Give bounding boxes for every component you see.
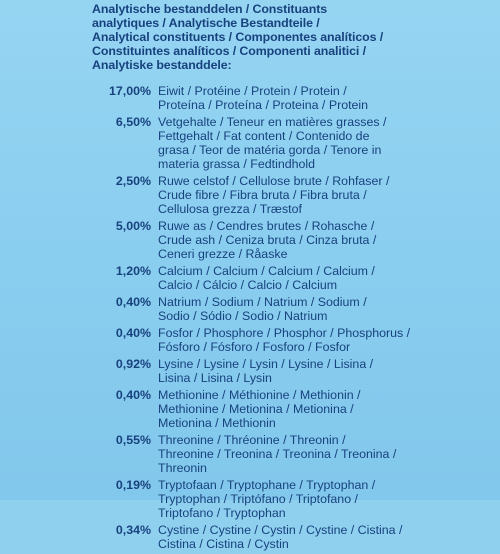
constituent-name-line: Threonin [158, 461, 207, 475]
constituent-name-line: Threonine / Thréonine / Threonin / [158, 433, 346, 447]
constituent-names [158, 433, 496, 475]
constituent-name-line: Fosfor / Phosphore / Phosphor / Phosphorus / [158, 326, 411, 340]
heading-line: Analytical constituents / Componentes analíticos / [92, 30, 384, 44]
constituent-names [158, 523, 496, 551]
constituent-name-line: Ceneri grezze / Råaske [158, 247, 288, 261]
constituent-names [158, 115, 496, 171]
constituent-names [158, 357, 496, 385]
heading-line: Analytiske bestanddele: [92, 58, 232, 72]
constituent-row-phosphorus [0, 326, 500, 354]
constituent-names [158, 264, 496, 292]
constituent-names [158, 84, 496, 112]
constituent-row-threonine [0, 433, 500, 475]
constituent-percent: 2,50% [115, 174, 151, 188]
constituent-name-line: Cistina / Cistina / Cystin [158, 537, 289, 551]
constituent-row-sodium [0, 295, 500, 323]
constituent-name-line: Tryptofaan / Tryptophane / Tryptophan / [158, 478, 376, 492]
constituent-name-line: Calcio / Cálcio / Calcio / Calcium [158, 278, 338, 292]
constituent-names [158, 388, 496, 430]
constituent-percent: 1,20% [115, 264, 151, 278]
constituent-percent: 0,40% [115, 388, 151, 402]
constituent-name-line: Lisina / Lisina / Lysin [158, 371, 272, 385]
heading-line: analytiques / Analytische Bestandteile / [92, 16, 320, 30]
constituent-name-line: Ruwe as / Cendres brutes / Rohasche / [158, 219, 375, 233]
constituent-name-line: Fettgehalt / Fat content / Contenido de [158, 129, 370, 143]
constituent-name-line: Methionine / Metionina / Metionina / [158, 402, 354, 416]
constituent-name-line: Ruwe celstof / Cellulose brute / Rohfaser / [158, 174, 390, 188]
constituent-row-lysine [0, 357, 500, 385]
constituent-name-line: Metionina / Methionin [158, 416, 276, 430]
constituent-percent: 0,40% [115, 326, 151, 340]
constituent-name-line: Triptofano / Tryptophan [158, 506, 286, 520]
constituent-row-tryptophan [0, 478, 500, 520]
constituent-percent: 0,40% [115, 295, 151, 309]
constituent-name-line: Natrium / Sodium / Natrium / Sodium / [158, 295, 367, 309]
constituent-row-methionine [0, 388, 500, 430]
constituent-name-line: Proteína / Proteína / Proteina / Protein [158, 98, 369, 112]
constituent-names [158, 295, 496, 323]
constituent-names [158, 326, 496, 354]
heading-line: Analytische bestanddelen / Constituants [92, 2, 328, 16]
constituent-names [158, 478, 496, 520]
constituent-percent: 17,00% [108, 84, 151, 98]
constituent-names [158, 219, 496, 261]
constituent-name-line: grasa / Teor de matéria gorda / Tenore in [158, 143, 382, 157]
constituent-percent: 0,55% [115, 433, 151, 447]
constituent-names [158, 174, 496, 216]
constituent-name-line: materia grassa / Fedtindhold [158, 157, 316, 171]
constituent-name-line: Crude ash / Ceniza bruta / Cinza bruta / [158, 233, 377, 247]
constituent-percent: 5,00% [115, 219, 151, 233]
constituent-percent: 0,34% [115, 523, 151, 537]
constituent-row-cystine [0, 523, 500, 551]
constituent-name-line: Lysine / Lysine / Lysin / Lysine / Lisina / [158, 357, 374, 371]
constituent-percent: 0,19% [115, 478, 151, 492]
constituents-list [0, 84, 500, 554]
constituent-row-calcium [0, 264, 500, 292]
constituent-name-line: Threonine / Treonina / Treonina / Treonina / [158, 447, 397, 461]
constituent-name-line: Sodio / Sódio / Sodio / Natrium [158, 309, 328, 323]
constituent-row-protein [0, 84, 500, 112]
constituent-name-line: Calcium / Calcium / Calcium / Calcium / [158, 264, 375, 278]
constituent-name-line: Eiwit / Protéine / Protein / Protein / [158, 84, 347, 98]
constituent-row-fibre [0, 174, 500, 216]
constituent-name-line: Vetgehalte / Teneur en matières grasses / [158, 115, 387, 129]
constituent-name-line: Cellulosa grezza / Træstof [158, 202, 302, 216]
constituent-name-line: Tryptophan / Triptófano / Triptofano / [158, 492, 358, 506]
constituent-percent: 6,50% [115, 115, 151, 129]
constituent-percent: 0,92% [115, 357, 151, 371]
constituent-row-fat [0, 115, 500, 171]
constituent-name-line: Methionine / Méthionine / Methionin / [158, 388, 361, 402]
constituent-name-line: Cystine / Cystine / Cystin / Cystine / Cistina / [158, 523, 403, 537]
constituent-row-ash [0, 219, 500, 261]
analytical-constituents-heading [92, 2, 492, 72]
constituent-name-line: Fósforo / Fósforo / Fosforo / Fosfor [158, 340, 351, 354]
heading-line: Constituintes analíticos / Componenti analitici / [92, 44, 366, 58]
constituent-name-line: Crude fibre / Fibra bruta / Fibra bruta / [158, 188, 367, 202]
